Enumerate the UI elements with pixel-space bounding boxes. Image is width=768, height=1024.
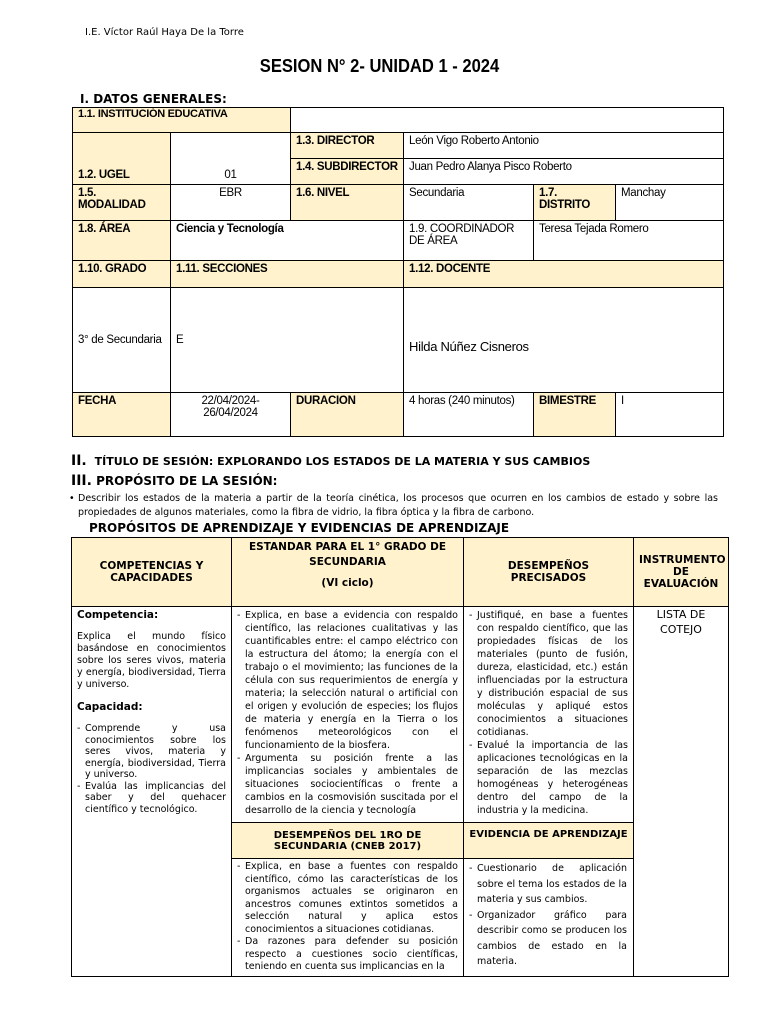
purpose-text xyxy=(69,492,718,520)
header-instrumento: INSTRUMENTO DE EVALUACIÓN xyxy=(634,538,729,607)
secciones-label: 1.11. SECCIONES xyxy=(171,261,404,288)
section-titulo-number: II. xyxy=(71,453,87,469)
desempenos-1ro-cell xyxy=(232,859,464,977)
desempenos-cell xyxy=(464,607,634,823)
grado-value: 3° de Secundaria xyxy=(73,288,171,393)
capacidades-list xyxy=(77,723,226,815)
evidencias-cell xyxy=(464,859,634,977)
area-label: 1.8. ÁREA xyxy=(73,221,171,261)
ugel-label: 1.2. UGEL xyxy=(73,133,171,185)
distrito-label: 1.7. DISTRITO xyxy=(534,185,616,221)
coordinador-value: Teresa Tejada Romero xyxy=(534,221,724,261)
institucion-value xyxy=(291,108,724,133)
header-estandar xyxy=(232,538,464,607)
estandar-item: - Argumenta su posición frente a las implicancias sociales y ambientales de situaciones sociocientíficas o frente a cambios en la cosmovisión suscitada por el desarrollo de la ciencia y tecnología xyxy=(237,752,458,817)
subdirector-label: 1.4. SUBDIRECTOR xyxy=(291,159,404,185)
duracion-label: DURACION xyxy=(291,393,404,437)
section-titulo xyxy=(71,453,590,469)
subdirector-value: Juan Pedro Alanya Pisco Roberto xyxy=(404,159,724,185)
director-value: León Vigo Roberto Antonio xyxy=(404,133,724,159)
competencia-label: Competencia: xyxy=(77,609,159,621)
instrumento-value: LISTA DE COTEJO xyxy=(634,607,729,977)
header-estandar-title: ESTANDAR PARA EL 1° GRADO DE SECUNDARIA xyxy=(248,541,447,568)
area-value: Ciencia y Tecnología xyxy=(171,221,404,261)
purposes-table-title: PROPÓSITOS DE APRENDIZAJE Y EVIDENCIAS DE APRENDIZAJE xyxy=(89,521,510,535)
header-competencias: COMPETENCIAS Y CAPACIDADES xyxy=(72,538,232,607)
header-estandar-ciclo: (VI ciclo) xyxy=(321,577,374,589)
desempenos-1ro-list xyxy=(237,861,458,974)
bullet-icon: • xyxy=(69,493,75,504)
section-proposito xyxy=(71,473,277,489)
datos-generales-table xyxy=(72,107,724,437)
estandar-item: - Explica, en base a evidencia con respaldo científico, las relaciones cualitativas y las cuantificables entre: el campo eléctrico con la estructura del átomo; la energía con el trabajo o el movimiento; las funciones de la célula con sus requerimientos de energía y materia; la selección natural o artificial con el origen y evolución de especies; los flujos de materia y energía en la Tierra o los fenómenos meteorológicos con el funcionamiento de la biosfera. xyxy=(237,609,458,752)
header-evidencia: EVIDENCIA DE APRENDIZAJE xyxy=(464,823,634,859)
docente-label: 1.12. DOCENTE xyxy=(404,261,724,288)
capacidad-item: - Comprende y usa conocimientos sobre los seres vivos, materia y energía, biodiversidad, Tierra y universo. xyxy=(77,723,226,781)
competencia-text: Explica el mundo físico basándose en conocimientos sobre los seres vivos, materia y energía, biodiversidad, Tierra y universo. xyxy=(77,631,226,690)
bimestre-label: BIMESTRE xyxy=(534,393,616,437)
bimestre-value: I xyxy=(616,393,724,437)
modalidad-label: 1.5. MODALIDAD xyxy=(73,185,171,221)
school-name: I.E. Víctor Raúl Haya De la Torre xyxy=(85,27,244,38)
estandar-list xyxy=(237,609,458,817)
coordinador-label: 1.9. COORDINADOR DE ÁREA xyxy=(404,221,534,261)
evidencias-list xyxy=(469,861,627,970)
capacidad-label: Capacidad: xyxy=(77,701,143,713)
page-title: SESION N° 2- UNIDAD 1 - 2024 xyxy=(259,56,500,76)
section-proposito-number: III. xyxy=(71,473,92,489)
duracion-value: 4 horas (240 minutos) xyxy=(404,393,534,437)
estandar-cell xyxy=(232,607,464,823)
competencias-cell xyxy=(72,607,232,977)
director-label: 1.3. DIRECTOR xyxy=(291,133,404,159)
nivel-label: 1.6. NIVEL xyxy=(291,185,404,221)
institucion-label: 1.1. INSTITUCIÓN EDUCATIVA xyxy=(73,108,291,133)
purpose-statement: Describir los estados de la materia a partir de la teoría cinética, los procesos que ocurren en los cambios de estado y sobre las propiedades de algunos materiales, como la fibra de vidrio, la fibra óptica y la fibra de carbono. xyxy=(78,493,718,518)
section-titulo-text: TÍTULO DE SESIÓN: EXPLORANDO LOS ESTADOS DE LA MATERIA Y SUS CAMBIOS xyxy=(94,455,591,468)
evidencia-item: - Cuestionario de aplicación sobre el tema los estados de la materia y sus cambios. xyxy=(469,861,627,908)
docente-value: Hilda Núñez Cisneros xyxy=(404,288,724,393)
capacidad-item: - Evalúa las implicancias del saber y del quehacer científico y tecnológico. xyxy=(77,781,226,816)
grado-label: 1.10. GRADO xyxy=(73,261,171,288)
evidencia-item: - Organizador gráfico para describir como se producen los cambios de estado en la materia. xyxy=(469,908,627,970)
section-datos-generales: I. DATOS GENERALES: xyxy=(80,92,227,106)
fecha-value: 22/04/2024- 26/04/2024 xyxy=(171,393,291,437)
desempeno-item: - Evalué la importancia de las aplicaciones tecnológicas en la separación de las mezclas homogéneas y heterogéneas dentro del campo de la industria y la medicina. xyxy=(469,739,628,817)
desempeno-1ro-item: - Da razones para defender su posición respecto a cuestiones socio científicas, teniendo en cuenta sus implicancias en la xyxy=(237,936,458,974)
modalidad-value: EBR xyxy=(171,185,291,221)
propositos-table xyxy=(71,537,729,977)
header-desempenos-1ro: DESEMPEÑOS DEL 1RO DE SECUNDARIA (CNEB 2017) xyxy=(232,823,464,859)
header-desempenos: DESEMPEÑOS PRECISADOS xyxy=(464,538,634,607)
desempeno-1ro-item: - Explica, en base a fuentes con respaldo científico, cómo las características de los organismos actuales se originaron en ancestros comunes extintos sometidos a selección natural y aplica estos conocimientos a situaciones cotidianas. xyxy=(237,861,458,936)
distrito-value: Manchay xyxy=(616,185,724,221)
desempenos-list xyxy=(469,609,628,817)
secciones-value: E xyxy=(171,288,404,393)
ugel-value: 01 xyxy=(171,133,291,185)
fecha-label: FECHA xyxy=(73,393,171,437)
nivel-value: Secundaria xyxy=(404,185,534,221)
section-proposito-text: PROPÓSITO DE LA SESIÓN: xyxy=(96,474,278,488)
desempeno-item: - Justifiqué, en base a fuentes con respaldo científico, que las propiedades físicas de los materiales (punto de fusión, dureza, elasticidad, etc.) están influenciadas por la estructura y distribución espacial de sus moléculas y apliqué estos conocimientos a situaciones cotidianas. xyxy=(469,609,628,739)
